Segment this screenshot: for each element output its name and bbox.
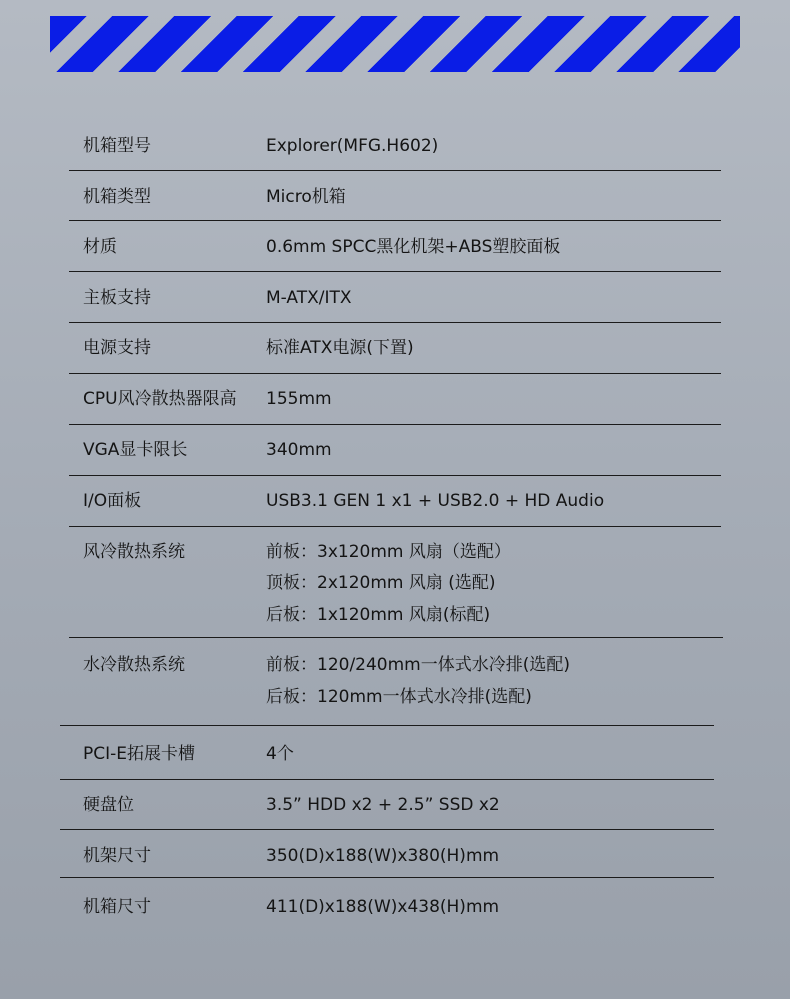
spec-value: 3.5” HDD x2 + 2.5” SSD x2 [266,795,500,815]
spec-label: 机箱类型 [83,187,151,207]
spec-value: Explorer(MFG.H602) [266,136,439,156]
spec-value: 155mm [266,389,332,409]
spec-label: 风冷散热系统 [83,542,185,562]
row-divider [60,829,714,830]
row-divider [69,373,721,374]
row-divider [69,271,721,272]
spec-value: USB3.1 GEN 1 x1 + USB2.0 + HD Audio [266,491,605,511]
spec-value: 顶板：2x120mm 风扇 (选配) [266,573,496,593]
spec-label: 主板支持 [83,288,151,308]
spec-value: 前板：120/240mm一体式水冷排(选配) [266,655,571,675]
spec-value: 标准ATX电源(下置) [266,338,414,358]
row-divider [60,877,714,878]
spec-label: 硬盘位 [83,795,134,815]
row-divider [69,475,721,476]
row-divider [60,779,714,780]
spec-label: 电源支持 [83,338,151,358]
row-divider [69,424,721,425]
spec-label: 机箱尺寸 [83,897,151,917]
row-divider [69,526,721,527]
spec-label: VGA显卡限长 [83,440,188,460]
spec-label: CPU风冷散热器限高 [83,389,237,409]
row-divider [60,725,714,726]
spec-value: 411(D)x188(W)x438(H)mm [266,897,500,917]
row-divider [69,637,723,638]
spec-label: 水冷散热系统 [83,655,185,675]
spec-value: 4个 [266,744,294,764]
row-divider [69,322,721,323]
spec-value: 后板：120mm一体式水冷排(选配) [266,687,532,707]
spec-value: M-ATX/ITX [266,288,352,308]
spec-label: I/O面板 [83,491,142,511]
row-divider [69,170,721,171]
spec-value: Micro机箱 [266,187,346,207]
spec-label: PCI-E拓展卡槽 [83,744,196,764]
spec-label: 机架尺寸 [83,846,151,866]
spec-value: 后板：1x120mm 风扇(标配) [266,605,491,625]
spec-value: 前板：3x120mm 风扇（选配） [266,542,511,562]
spec-label: 材质 [83,237,117,257]
spec-label: 机箱型号 [83,136,151,156]
spec-value: 340mm [266,440,332,460]
spec-value: 350(D)x188(W)x380(H)mm [266,846,500,866]
blue-stripe-banner [50,16,740,72]
spec-value: 0.6mm SPCC黑化机架+ABS塑胶面板 [266,237,561,257]
row-divider [69,220,721,221]
